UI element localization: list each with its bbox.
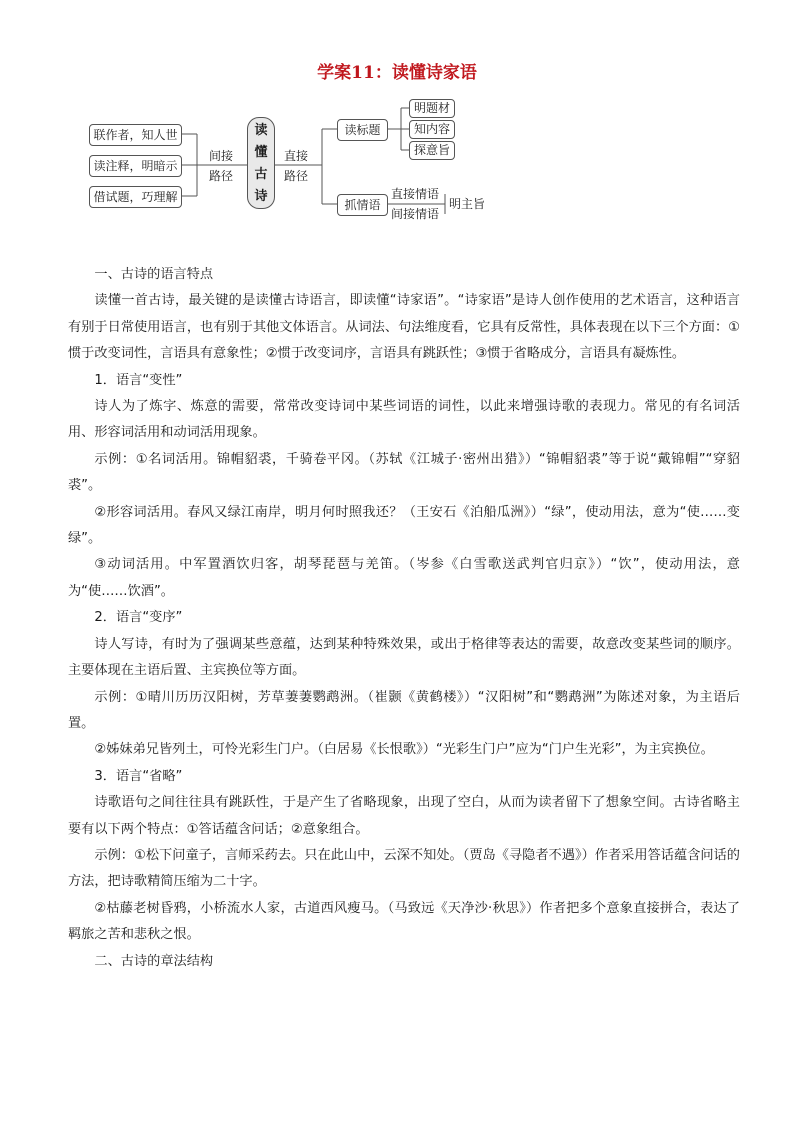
page-title: 学案11：读懂诗家语 xyxy=(317,63,477,83)
title-item-subject: 明题材 xyxy=(409,99,455,118)
subheading-omission: 3．语言“省略” xyxy=(94,768,183,784)
body-paragraph: 读懂一首古诗，最关键的是读懂古诗语言，即读懂“诗家语”。“诗家语”是诗人创作使用的艺术语言，这种语言有别于日常使用语言，也有别于其他文体语言。从词法、句法维度看，它具有反常性，具体表现在以下三个方面：①惯于改变词性，言语具有意象性；②惯于改变词序，言语具有跳跃性；③惯于省略成分，言语具有凝炼性。 xyxy=(68,293,740,362)
emotion-item-direct: 直接情语 xyxy=(391,187,440,201)
section-heading-language: 一、古诗的语言特点 xyxy=(94,267,214,282)
subheading-change-nature: 1．语言“变性” xyxy=(94,372,183,388)
center-char-1: 读 xyxy=(254,123,268,138)
left-item-author: 联作者，知人世 xyxy=(89,124,182,146)
title-item-content: 知内容 xyxy=(409,120,455,139)
concept-diagram xyxy=(85,98,505,221)
section-heading-structure: 二、古诗的章法结构 xyxy=(94,953,214,969)
subheading-change-order: 2．语言“变序” xyxy=(94,610,183,626)
grasp-emotion-box: 抓情语 xyxy=(337,194,388,216)
center-char-3: 古 xyxy=(254,167,268,182)
example-paragraph: ②姊妹弟兄皆列土，可怜光彩生门户。（白居易《长恨歌》）“光彩生门户”应为“门户生光彩”，为主宾换位。 xyxy=(94,742,714,758)
emotion-item-indirect: 间接情语 xyxy=(391,207,440,221)
left-item-question: 借试题，巧理解 xyxy=(89,186,182,208)
title-item-intent: 探意旨 xyxy=(409,141,455,160)
center-char-4: 诗 xyxy=(254,189,268,204)
body-paragraph: 诗人写诗，有时为了强调某些意蕴，达到某种特殊效果，或出于格律等表达的需要，故意改变某些词的顺序。主要体现在主语后置、主宾换位等方面。 xyxy=(68,636,740,679)
read-title-box: 读标题 xyxy=(337,119,388,141)
body-paragraph: 诗人为了炼字、炼意的需要，常常改变诗词中某些词语的词性，以此来增强诗歌的表现力。常见的有名词活用、形容词活用和动词活用现象。 xyxy=(68,399,740,441)
center-char-2: 懂 xyxy=(254,145,268,160)
left-item-notes: 读注释，明暗示 xyxy=(89,155,182,177)
example-paragraph: 示例：①名词活用。锦帽貂裘，千骑卷平冈。（苏轼《江城子·密州出猎》）“锦帽貂裘”等于说“戴锦帽”“穿貂裘”。 xyxy=(68,451,740,494)
right-path-label-2: 路径 xyxy=(284,169,309,183)
body-paragraph: 诗歌语句之间往往具有跳跃性，于是产生了省略现象，出现了空白，从而为读者留下了想象空间。古诗省略主要有以下两个特点：①答话蕴含问话；②意象组合。 xyxy=(68,795,740,837)
example-paragraph: ②枯藤老树昏鸦，小桥流水人家，古道西风瘦马。（马致远《天净沙·秋思》）作者把多个意象直接拼合，表达了羁旅之苦和悲秋之恨。 xyxy=(68,900,740,943)
right-path-label-1: 直接 xyxy=(284,149,309,163)
document-body xyxy=(68,262,740,975)
example-paragraph: 示例：①晴川历历汉阳树，芳草萋萋鹦鹉洲。（崔颢《黄鹤楼》）“汉阳树”和“鹦鹉洲”为陈述对象，为主语后置。 xyxy=(68,689,740,731)
left-path-label-2: 路径 xyxy=(209,169,234,183)
left-path-label-1: 间接 xyxy=(209,149,234,163)
example-paragraph: ②形容词活用。春风又绿江南岸，明月何时照我还？（王安石《泊船瓜洲》）“绿”，使动用法，意为“使……变绿”。 xyxy=(68,504,740,547)
emotion-result: 明主旨 xyxy=(449,197,486,211)
example-paragraph: 示例：①松下问童子，言师采药去。只在此山中，云深不知处。（贾岛《寻隐者不遇》）作者采用答话蕴含问话的方法，把诗歌精简压缩为二十字。 xyxy=(68,847,740,890)
example-paragraph: ③动词活用。中军置酒饮归客，胡琴琵琶与羌笛。（岑参《白雪歌送武判官归京》）“饮”，使动用法，意为“使……饮酒”。 xyxy=(68,557,740,599)
center-topic-box xyxy=(247,117,275,209)
